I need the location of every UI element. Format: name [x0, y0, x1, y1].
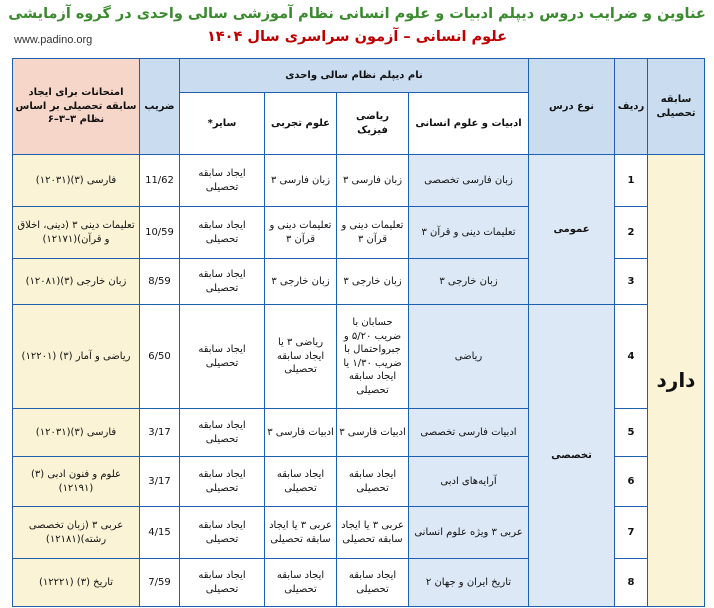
header-row-1: [13, 59, 705, 93]
type-general: عمومی: [529, 155, 615, 305]
cell-math: ادبیات فارسی ۳: [337, 409, 409, 457]
cell-science: زبان فارسی ۳: [265, 155, 337, 207]
cell-coefficient: 3/17: [140, 409, 180, 457]
cell-math: ایجاد سابقه تحصیلی: [337, 457, 409, 507]
row-number: 2: [615, 207, 648, 259]
header-literature: ادبیات و علوم انسانی: [409, 93, 529, 155]
cell-coefficient: 4/15: [140, 507, 180, 559]
row-number: 8: [615, 559, 648, 607]
cell-literature: زبان خارجی ۳: [409, 259, 529, 305]
cell-exam: علوم و فنون ادبی (۳) (۱۲۱۹۱): [13, 457, 140, 507]
row-number: 3: [615, 259, 648, 305]
cell-exam: فارسی (۳)(۱۲۰۳۱): [13, 409, 140, 457]
cell-other: ایجاد سابقه تحصیلی: [180, 507, 265, 559]
cell-exam: تاریخ (۳) (۱۲۲۲۱): [13, 559, 140, 607]
cell-exam: ریاضی و آمار (۳) (۱۲۲۰۱): [13, 305, 140, 409]
cell-literature: تعلیمات دینی و قرآن ۳: [409, 207, 529, 259]
header-exams: امتحانات برای ایجاد سابقه تحصیلی بر اساس نظام ۳–۳–۶: [13, 59, 140, 155]
row-number: 7: [615, 507, 648, 559]
title-line-1: عناوین و ضرایب دروس دیپلم ادبیات و علوم انسانی نظام آموزشی سالی واحدی در گروه آزمایشی: [8, 6, 706, 22]
type-special: تخصصی: [529, 305, 615, 607]
cell-literature: عربی ۳ ویژه علوم انسانی: [409, 507, 529, 559]
cell-literature: تاریخ ایران و جهان ۲: [409, 559, 529, 607]
cell-other: ایجاد سابقه تحصیلی: [180, 457, 265, 507]
row-number: 1: [615, 155, 648, 207]
table-row: [13, 305, 705, 409]
cell-exam: فارسی (۳)(۱۲۰۳۱): [13, 155, 140, 207]
cell-other: ایجاد سابقه تحصیلی: [180, 259, 265, 305]
cell-math: حسابان با ضریب ۵/۲۰ و جبرواحتمال با ضریب ۱/۳۰ یا ایجاد سابقه تحصیلی: [337, 305, 409, 409]
cell-other: ایجاد سابقه تحصیلی: [180, 155, 265, 207]
cell-science: زبان خارجی ۳: [265, 259, 337, 305]
cell-coefficient: 3/17: [140, 457, 180, 507]
history-mark: دارد: [656, 368, 696, 392]
courses-table: [12, 58, 705, 607]
cell-math: زبان فارسی ۳: [337, 155, 409, 207]
header-other: سایر*: [180, 93, 265, 155]
header-math-physics: ریاضی فیزیک: [337, 93, 409, 155]
cell-exam: عربی ۳ (زبان تخصصی رشته)(۱۲۱۸۱): [13, 507, 140, 559]
cell-math: تعلیمات دینی و قرآن ۳: [337, 207, 409, 259]
cell-science: ادبیات فارسی ۳: [265, 409, 337, 457]
title-line-2: علوم انسانی – آزمون سراسری سال ۱۴۰۴: [206, 29, 508, 45]
cell-literature: آرایه‌های ادبی: [409, 457, 529, 507]
cell-math: ایجاد سابقه تحصیلی: [337, 559, 409, 607]
cell-math: زبان خارجی ۳: [337, 259, 409, 305]
cell-other: ایجاد سابقه تحصیلی: [180, 207, 265, 259]
cell-coefficient: 6/50: [140, 305, 180, 409]
header-history: سابقه تحصیلی: [648, 59, 705, 155]
header-science: علوم تجربی: [265, 93, 337, 155]
cell-exam: تعلیمات دینی ۳ (دینی، اخلاق و قرآن)(۱۲۱۷۱): [13, 207, 140, 259]
cell-science: عربی ۳ یا ایجاد سابقه تحصیلی: [265, 507, 337, 559]
cell-literature: ادبیات فارسی تخصصی: [409, 409, 529, 457]
header-coefficient: ضریب: [140, 59, 180, 155]
row-number: 6: [615, 457, 648, 507]
header-diploma-group: نام دیپلم نظام سالی واحدی: [180, 59, 529, 93]
cell-science: ریاضی ۳ یا ایجاد سابقه تحصیلی: [265, 305, 337, 409]
row-number: 5: [615, 409, 648, 457]
header-row-number: ردیف: [615, 59, 648, 155]
cell-coefficient: 10/59: [140, 207, 180, 259]
header-course-type: نوع درس: [529, 59, 615, 155]
cell-math: عربی ۳ یا ایجاد سابقه تحصیلی: [337, 507, 409, 559]
cell-science: ایجاد سابقه تحصیلی: [265, 457, 337, 507]
cell-coefficient: 11/62: [140, 155, 180, 207]
cell-science: تعلیمات دینی و قرآن ۳: [265, 207, 337, 259]
cell-coefficient: 8/59: [140, 259, 180, 305]
cell-science: ایجاد سابقه تحصیلی: [265, 559, 337, 607]
table-row: [13, 155, 705, 207]
cell-literature: زبان فارسی تخصصی: [409, 155, 529, 207]
website-url: www.padino.org: [14, 34, 93, 46]
cell-exam: زبان خارجی (۳)(۱۲۰۸۱): [13, 259, 140, 305]
cell-other: ایجاد سابقه تحصیلی: [180, 559, 265, 607]
cell-literature: ریاضی: [409, 305, 529, 409]
cell-other: ایجاد سابقه تحصیلی: [180, 409, 265, 457]
cell-other: ایجاد سابقه تحصیلی: [180, 305, 265, 409]
row-number: 4: [615, 305, 648, 409]
cell-coefficient: 7/59: [140, 559, 180, 607]
